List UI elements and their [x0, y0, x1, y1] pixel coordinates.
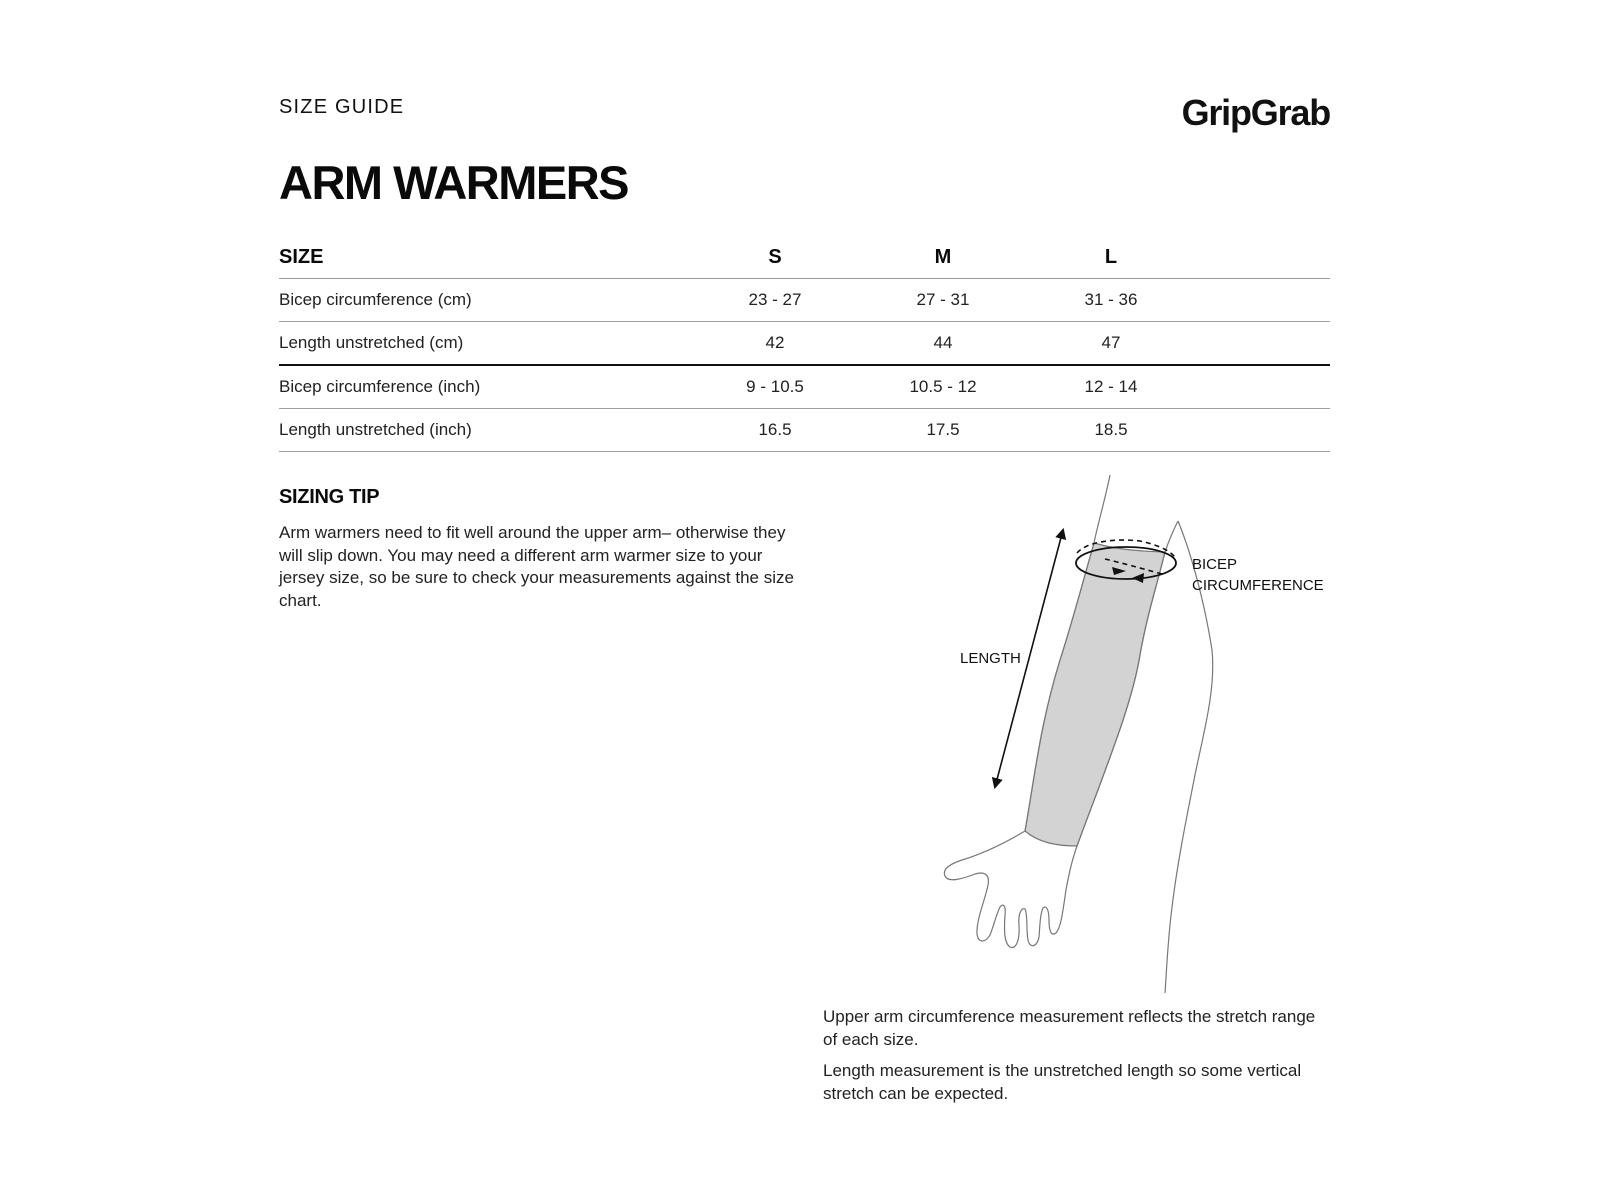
table-row [279, 322, 1330, 366]
cell-spacer [994, 279, 1060, 322]
cell-s: 42 [724, 322, 826, 366]
length-note: Length measurement is the unstretched length so some vertical stretch can be expected. [823, 1061, 1302, 1103]
column-header-m: M [892, 236, 994, 279]
size-guide-label: SIZE GUIDE [279, 96, 405, 118]
cell-spacer [1162, 365, 1330, 409]
row-label: Length unstretched (cm) [279, 322, 724, 366]
cell-spacer [994, 322, 1060, 366]
arm-diagram [900, 475, 1330, 995]
sizing-tip-heading: SIZING TIP [279, 486, 380, 508]
brand-logo: GripGrab [1181, 92, 1330, 133]
cell-spacer [826, 365, 892, 409]
column-spacer [826, 236, 892, 279]
column-header-l: L [1060, 236, 1162, 279]
page-title: ARM WARMERS [279, 156, 629, 209]
cell-l: 47 [1060, 322, 1162, 366]
table-row [279, 365, 1330, 409]
cell-l: 12 - 14 [1060, 365, 1162, 409]
size-table [279, 236, 1330, 452]
length-label: LENGTH [960, 650, 1021, 667]
cell-spacer [994, 409, 1060, 452]
cell-spacer [826, 409, 892, 452]
cell-l: 18.5 [1060, 409, 1162, 452]
cell-m: 44 [892, 322, 994, 366]
bicep-label-line-1: BICEP [1192, 556, 1238, 573]
cell-m: 27 - 31 [892, 279, 994, 322]
cell-spacer [1162, 409, 1330, 452]
table-row [279, 409, 1330, 452]
row-label: Bicep circumference (inch) [279, 365, 724, 409]
cell-l: 31 - 36 [1060, 279, 1162, 322]
cell-m: 10.5 - 12 [892, 365, 994, 409]
column-spacer [1162, 236, 1330, 279]
row-label: Bicep circumference (cm) [279, 279, 724, 322]
bicep-label-line-2: CIRCUMFERENCE [1192, 577, 1324, 594]
sizing-tip-text: Arm warmers need to fit well around the upper arm– otherwise they will slip down. You may need a different arm warmer size to your jersey size, so be sure to check your measurements against the size chart. [279, 523, 794, 610]
cell-s: 23 - 27 [724, 279, 826, 322]
cell-s: 9 - 10.5 [724, 365, 826, 409]
row-label: Length unstretched (inch) [279, 409, 724, 452]
cell-m: 17.5 [892, 409, 994, 452]
column-header-size: SIZE [279, 236, 724, 279]
cell-spacer [826, 279, 892, 322]
cell-spacer [994, 365, 1060, 409]
cell-spacer [1162, 279, 1330, 322]
cell-spacer [826, 322, 892, 366]
circumference-note: Upper arm circumference measurement reflects the stretch range of each size. [823, 1007, 1316, 1049]
column-header-s: S [724, 236, 826, 279]
cell-spacer [1162, 322, 1330, 366]
hand-outline [944, 831, 1077, 948]
column-spacer [994, 236, 1060, 279]
arm-warmer-sleeve [1025, 543, 1165, 846]
table-row [279, 279, 1330, 322]
table-header-row [279, 236, 1330, 279]
cell-s: 16.5 [724, 409, 826, 452]
